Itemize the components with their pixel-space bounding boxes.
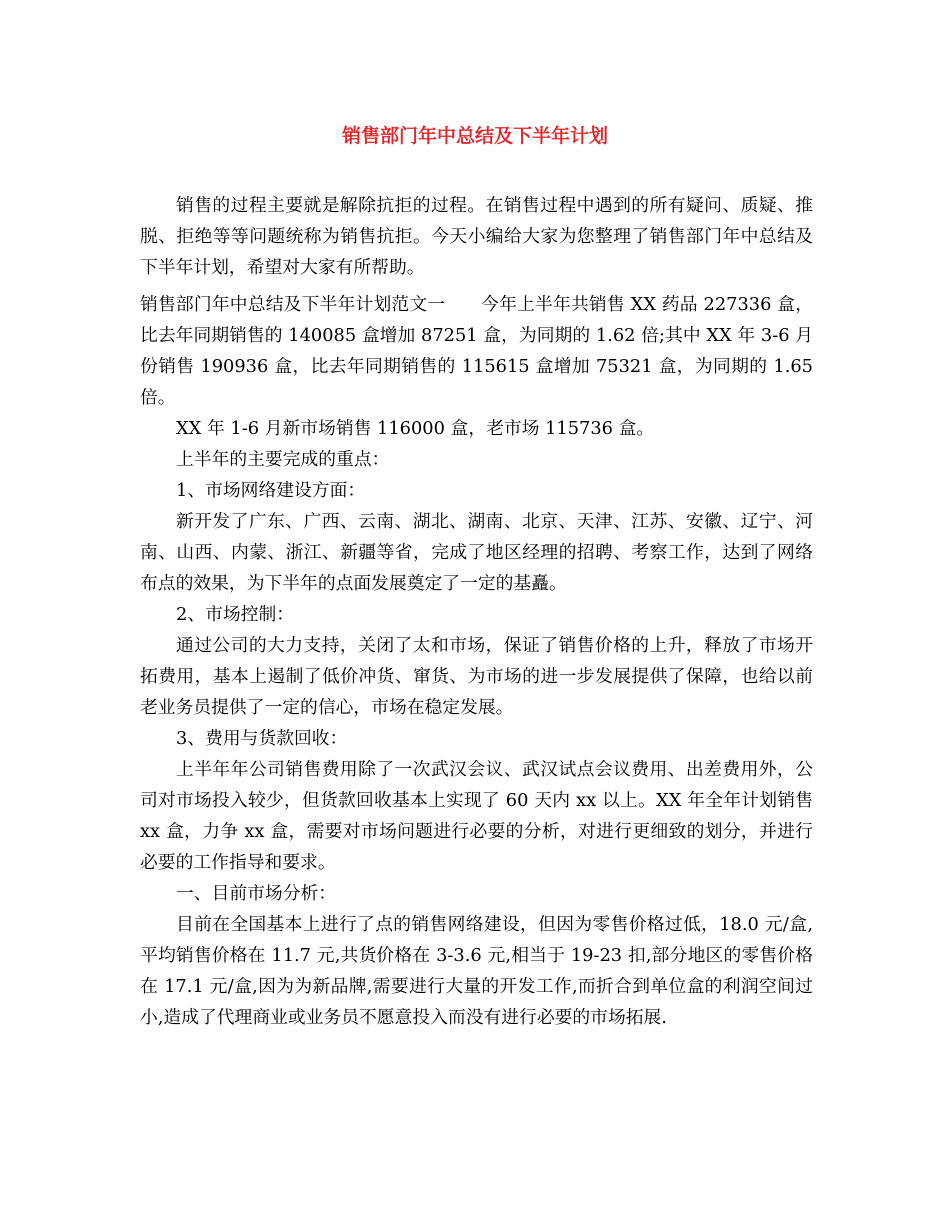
- paragraph-new-old-market: XX 年 1-6 月新市场销售 116000 盒，老市场 115736 盒。: [176, 418, 655, 439]
- paragraph-network: 新开发了广东、广西、云南、湖北、湖南、北京、天津、江苏、安徽、辽宁、河南、山西、内蒙、浙江、新疆等省，完成了地区经理的招聘、考察工作，达到了网络布点的效果，为下半年的点面发展奠定了一定的基矗。: [140, 511, 813, 594]
- paragraph-expenses: 上半年年公司销售费用除了一次武汉会议、武汉试点会议费用、出差费用外，公司对市场投入较少，但货款回收基本上实现了 60 天内 xx 以上。XX 年全年计划销售 xx 盒，力争 xx 盒，需要对市场问题进行必要的分析，对进行更细致的划分，并进行必要的工作指导和要求。: [140, 759, 813, 873]
- paragraph-sales-summary: 销售部门年中总结及下半年计划范文一 今年上半年共销售 XX 药品 227336 盒，比去年同期销售的 140085 盒增加 87251 盒，为同期的 1.62 倍;其中 XX 年 3-6 月份销售 190936 盒，比去年同期销售的 115615 盒增加 75321 盒，为同期的 1.65 倍。: [140, 294, 813, 408]
- section-heading-market-analysis: 一、目前市场分析：: [176, 883, 337, 904]
- paragraph-key-points-heading: 上半年的主要完成的重点：: [176, 449, 390, 470]
- paragraph-market-analysis: 目前在全国基本上进行了点的销售网络建设，但因为零售价格过低，18.0 元/盒,平均销售价格在 11.7 元,共货价格在 3-3.6 元,相当于 19-23 扣,部分地区的零售价格在 17.1 元/盒,因为为新品牌,需要进行大量的开发工作,而折合到单位盒的利润空间过小,造成了代理商业或业务员不愿意投入而没有进行必要的市场拓展.: [140, 914, 813, 1028]
- document-body: [140, 190, 813, 1033]
- section-heading-network: 1、市场网络建设方面：: [176, 480, 366, 501]
- paragraph-intro: 销售的过程主要就是解除抗拒的过程。在销售过程中遇到的所有疑问、质疑、推脱、拒绝等等问题统称为销售抗拒。今天小编给大家为您整理了销售部门年中总结及下半年计划，希望对大家有所帮助。: [140, 195, 813, 278]
- section-heading-expenses: 3、费用与货款回收：: [176, 728, 348, 749]
- paragraph-market-control: 通过公司的大力支持，关闭了太和市场，保证了销售价格的上升，释放了市场开拓费用，基本上遏制了低价冲货、窜货、为市场的进一步发展提供了保障，也给以前老业务员提供了一定的信心，市场在稳定发展。: [140, 635, 813, 718]
- document-title: 销售部门年中总结及下半年计划: [341, 125, 608, 147]
- section-heading-market-control: 2、市场控制：: [176, 604, 295, 625]
